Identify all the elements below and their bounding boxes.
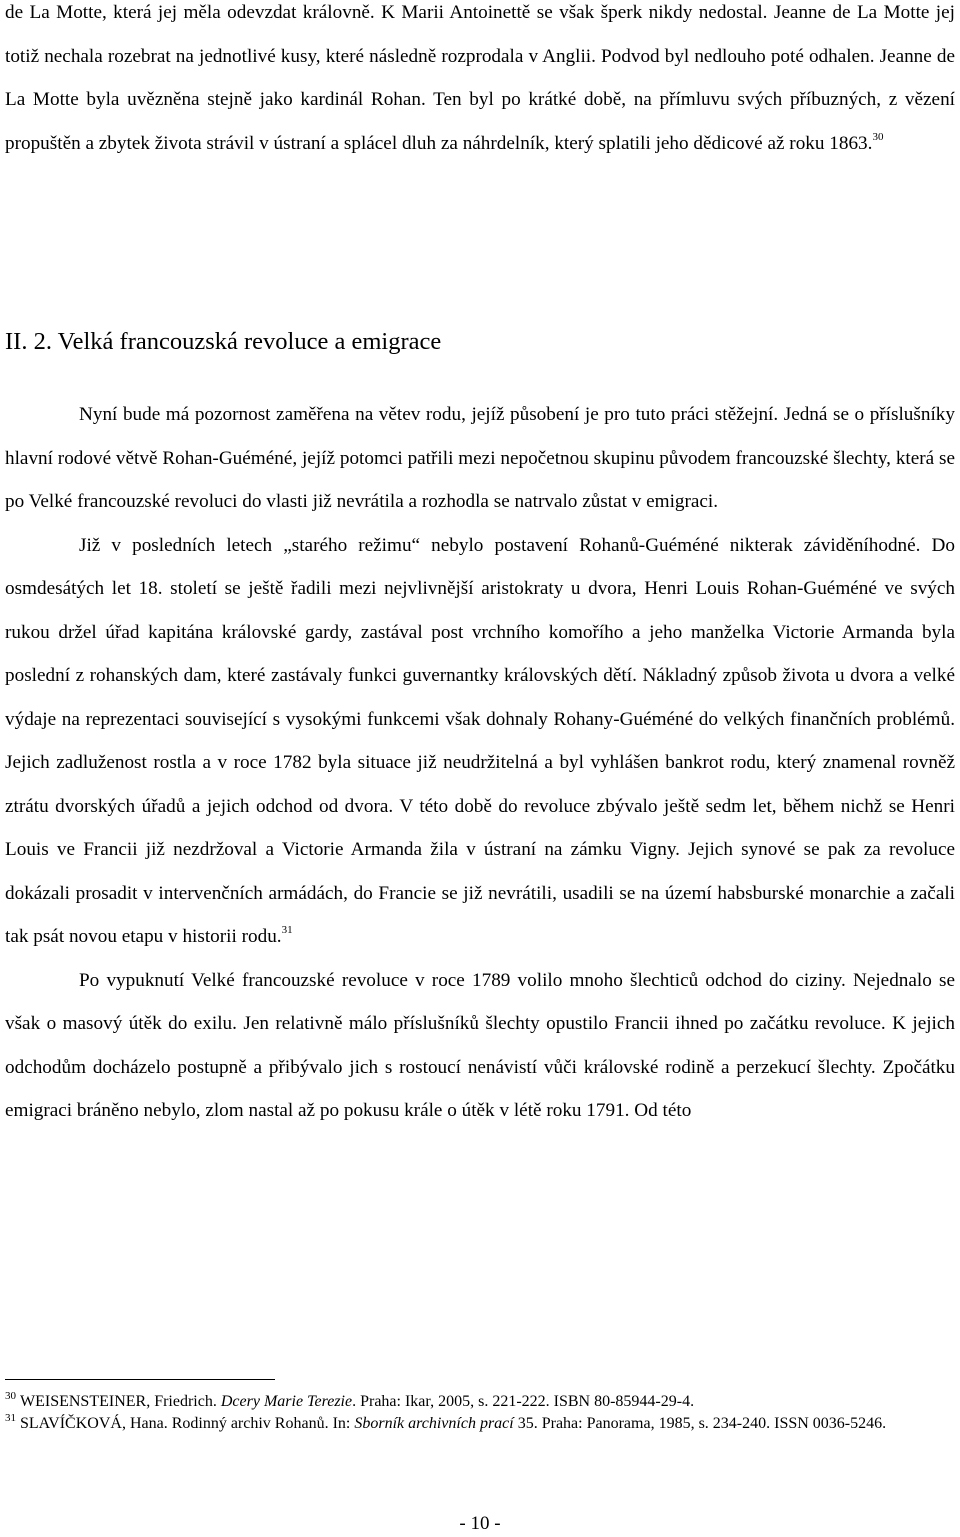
paragraph-2-text: Již v posledních letech „starého režimu“ nebylo postavení Rohanů-Guéméné nikterak záviděníhodné. Do osmdesátých let 18. století se ještě řadili mezi nejvlivnější aristokraty u dvora, Henri Louis Rohan-Guéméné ve svých rukou držel úřad kapitána královské gardy, zastával post vrchního komořího a jeho manželka Victorie Armanda byla poslední z rohanských dam, které zastávaly funkci guvernantky královských dětí. Nákladný způsob života u dvora a velké výdaje na reprezentaci související s vysokými funkcemi však dohnaly Rohany-Guéméné do velkých finančních problémů. Jejich zadluženost rostla a v roce 1782 byla situace již neudržitelná a byl vyhlášen bankrot rodu, který znamenal rovněž ztrátu dvorských úřadů a jejich odchod od dvora. V této době do revoluce zbývalo ještě sedm let, během nichž se Henri Louis ve Francii již nezdržoval a Victorie Armanda žila v ústraní na zámku Vigny. Jejich synové se pak za revoluce dokázali prosadit v intervenčních armádách, do Francie se již nevrátili, usadili se na území habsburské monarchie a začali tak psát novou etapu v historii rodu. [5, 534, 955, 947]
footnote-publication: . Praha: Ikar, 2005, s. 221-222. ISBN 80-85944-29-4. [352, 1393, 695, 1410]
paragraph-2 [5, 524, 955, 959]
continuation-text-block [5, 0, 955, 165]
continuation-text: de La Motte, která jej měla odevzdat královně. K Marii Antoinettě se však šperk nikdy nedostal. Jeanne de La Motte jej totiž nechala rozebrat na jednotlivé kusy, které následně rozprodala v Anglii. Podvod byl nedlouho poté odhalen. Jeanne de La Motte byla uvězněna stejně jako kardinál Rohan. Ten byl po krátké době, na přímluvu svých příbuzných, z vězení propuštěn a zbytek života strávil v ústraní a splácel dluh za náhrdelník, který splatili jeho dědicové až roku 1863. [5, 2, 955, 154]
footnote-author: SLAVÍČKOVÁ, Hana. Rodinný archiv Rohanů. In: [20, 1414, 355, 1432]
footnote-number: 31 [5, 1411, 16, 1424]
footnote-title: Sborník archivních prací [354, 1414, 514, 1432]
continuation-paragraph [5, 0, 955, 165]
footnote-publication: 35. Praha: Panorama, 1985, s. 234-240. ISSN 0036-5246. [513, 1414, 887, 1432]
footnotes [5, 1391, 955, 1434]
footnote-author: WEISENSTEINER, Friedrich [20, 1393, 213, 1410]
footnote-number: 30 [5, 1390, 16, 1402]
footnote-separator [5, 1379, 275, 1380]
section-body [5, 393, 955, 1133]
footnote-reference-31: 31 [281, 924, 293, 936]
footnote-separator-text: . [212, 1393, 221, 1410]
paragraph-1: Nyní bude má pozornost zaměřena na větev rodu, jejíž působení je pro tuto práci stěžejní. Jedná se o příslušníky hlavní rodové větvě Rohan-Guéméné, jejíž potomci patřili mezi nepočetnou skupinu původem francouzské šlechty, která se po Velké francouzské revoluci do vlasti již nevrátila a rozhodla se natrvalo zůstat v emigraci. [5, 404, 955, 512]
paragraph-3: Po vypuknutí Velké francouzské revoluce v roce 1789 volilo mnoho šlechticů odchod do ciziny. Nejednalo se však o masový útěk do exilu. Jen relativně málo příslušníků šlechty opustilo Francii ihned po začátku revoluce. K jejich odchodům docházelo postupně a přibývalo jich s rostoucí nenávistí vůči královské rodině a perzekucí šlechty. Zpočátku emigraci bráněno nebylo, zlom nastal až po pokusu krále o útěk v létě roku 1791. Od této [5, 969, 955, 1121]
footnote-31 [5, 1413, 955, 1435]
footnote-title: Dcery Marie Terezie [220, 1393, 353, 1410]
footnote-30 [5, 1391, 955, 1413]
section-heading: II. 2. Velká francouzská revoluce a emigrace [5, 328, 442, 355]
footnote-reference-30: 30 [872, 130, 884, 143]
page-number: - 10 - [459, 1513, 501, 1534]
